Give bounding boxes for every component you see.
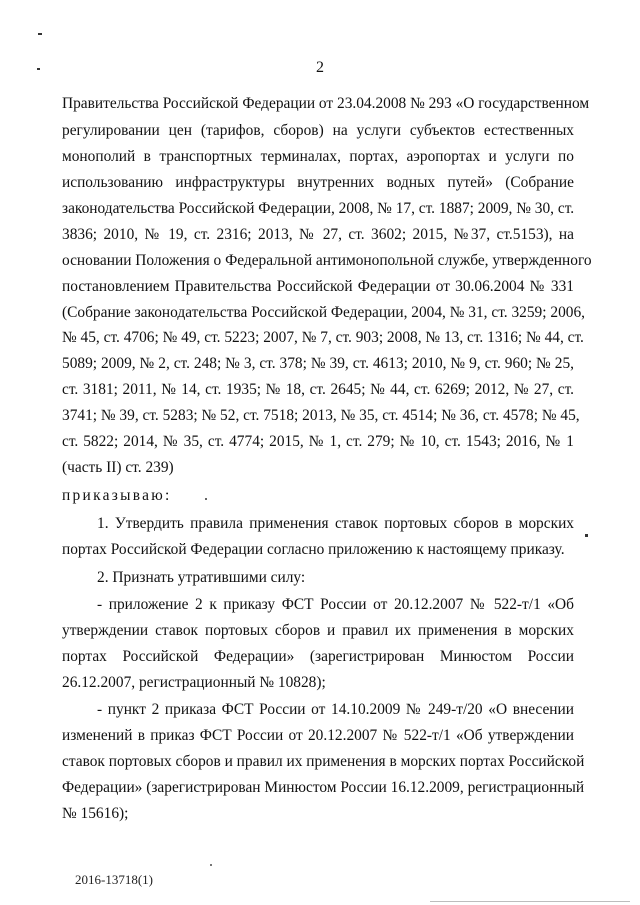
paragraph-line: портах Российской Федерации согласно приложению к настоящему приказу.: [62, 541, 565, 558]
paragraph-line: 3836; 2010, № 19, ст. 2316; 2013, № 27, ст. 3602; 2015, №37, ст.5153), на: [62, 226, 574, 243]
paragraph-line: регулировании цен (тарифов, сборов) на услуги субъектов естественных: [62, 122, 574, 139]
paragraph-line: утверждении ставок портовых сборов и правил их применения в морских: [62, 622, 574, 639]
paragraph-line: Федерации» (зарегистрирован Минюстом России 16.12.2009, регистрационный: [62, 779, 585, 796]
paragraph-line: монополий в транспортных терминалах, портах, аэропортах и услуги по: [62, 148, 574, 165]
paragraph-line: 3741; № 39, ст. 5283; № 52, ст. 7518; 2013, № 35, ст. 4514; № 36, ст. 4578; № 45,: [62, 407, 580, 424]
page-number: 2: [316, 59, 324, 76]
paragraph-line: ставок портовых сборов и правил их применения в морских портах Российской: [62, 753, 585, 770]
scan-speck: [38, 33, 42, 35]
paragraph-line: - приложение 2 к приказу ФСТ России от 20.12.2007 № 522-т/1 «Об: [97, 596, 574, 613]
paragraph-line: - пункт 2 приказа ФСТ России от 14.10.2009 № 249-т/20 «О внесении: [97, 701, 574, 718]
paragraph-line: изменений в приказ ФСТ России от 20.12.2007 № 522-т/1 «Об утверждении: [62, 727, 574, 744]
scan-speck: [37, 68, 40, 70]
scan-speck: [210, 864, 212, 866]
paragraph-line: основании Положения о Федеральной антимонопольной службе, утвержденного: [62, 252, 592, 269]
paragraph-line: портах Российской Федерации» (зарегистрирован Минюстом России: [62, 648, 574, 665]
paragraph-line: 2. Признать утратившими силу:: [97, 569, 306, 586]
paragraph-line: 1. Утвердить правила применения ставок портовых сборов в морских: [97, 515, 574, 532]
paragraph-line: (Собрание законодательства Российской Федерации, 2004, № 31, ст. 3259; 2006,: [62, 304, 586, 321]
paragraph-line: постановлением Правительства Российской Федерации от 30.06.2004 № 331: [62, 278, 574, 295]
paragraph-line: (часть II) ст. 239): [62, 459, 174, 476]
paragraph-line: Правительства Российской Федерации от 23.04.2008 № 293 «О государственном: [62, 95, 590, 112]
scan-edge: [430, 901, 630, 902]
paragraph-line: № 45, ст. 4706; № 49, ст. 5223; 2007, № 7, ст. 903; 2008, № 13, ст. 1316; № 44, ст.: [62, 329, 584, 346]
document-registration-code: 2016-13718(1): [75, 872, 153, 887]
order-keyword: приказываю:: [62, 487, 172, 504]
paragraph-line: № 15616);: [62, 805, 129, 822]
scan-speck: [585, 534, 588, 537]
paragraph-line: законодательства Российской Федерации, 2008, № 17, ст. 1887; 2009, № 30, ст.: [62, 200, 575, 217]
paragraph-line: 26.12.2007, регистрационный № 10828);: [62, 674, 326, 691]
paragraph-line: использованию инфраструктуры внутренних водных путей» (Собрание: [62, 174, 574, 191]
paragraph-line: ст. 5822; 2014, № 35, ст. 4774; 2015, № 1, ст. 279; № 10, ст. 1543; 2016, № 1: [62, 433, 574, 450]
paragraph-line: ст. 3181; 2011, № 14, ст. 1935; № 18, ст. 2645; № 44, ст. 6269; 2012, № 27, ст.: [62, 381, 574, 398]
paragraph-line: 5089; 2009, № 2, ст. 248; № 3, ст. 378; № 39, ст. 4613; 2010, № 9, ст. 960; № 25,: [62, 355, 574, 372]
